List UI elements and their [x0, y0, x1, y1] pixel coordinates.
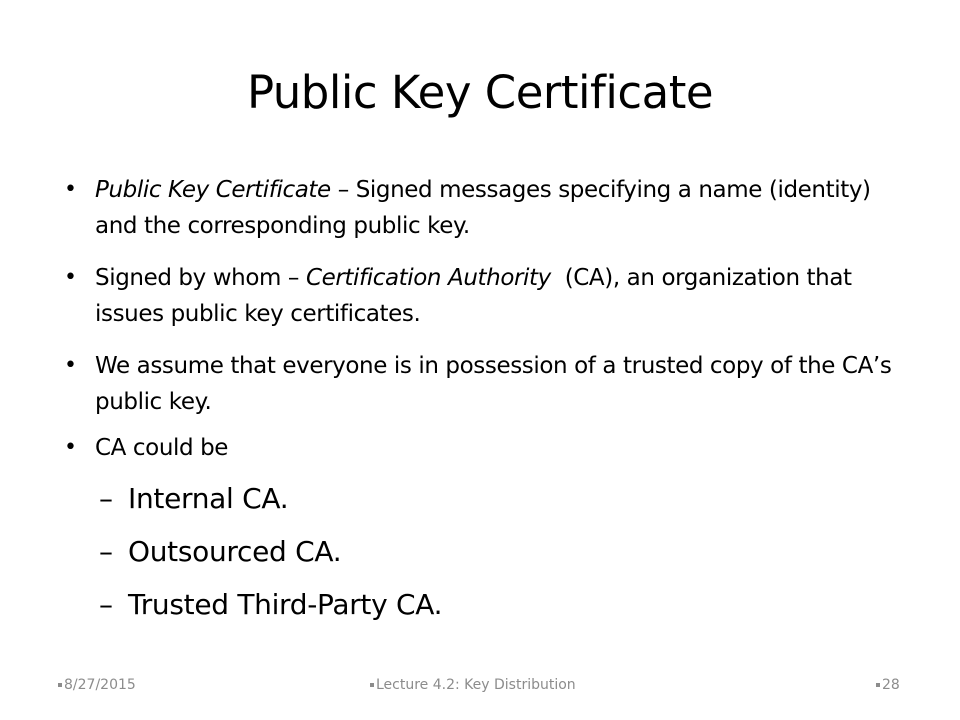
footer-date-text: 8/27/2015	[64, 677, 136, 693]
sub-bullet-text: Internal CA.	[128, 482, 289, 515]
bullet-dot: •	[64, 435, 77, 460]
footer-square-icon	[876, 683, 880, 687]
bullet-text-after: (CA), an organization that issues public key certificates.	[95, 265, 859, 327]
sub-bullet-text: Trusted Third-Party CA.	[128, 588, 443, 621]
sub-bullet-text: Outsourced CA.	[128, 535, 342, 568]
bullet-text: We assume that everyone is in possession of a trusted copy of the CA’s public key.	[95, 353, 892, 415]
footer-page-number	[876, 676, 900, 694]
bullet-dot: •	[64, 353, 77, 378]
sub-bullet-internal-ca	[99, 479, 289, 519]
bullet-italic-term: Public Key Certificate	[95, 177, 331, 203]
sub-bullet-third-party-ca	[99, 585, 443, 625]
footer-lecture	[370, 676, 576, 694]
sub-bullet-dash: –	[99, 482, 113, 515]
slide-title: Public Key Certificate	[246, 66, 714, 119]
bullet-item-2	[64, 260, 905, 332]
footer-date	[58, 676, 136, 694]
sub-bullet-dash: –	[99, 535, 113, 568]
bullet-text: – Signed messages specifying a name (identity) and the corresponding public key.	[95, 177, 871, 239]
footer-square-icon	[58, 683, 62, 687]
bullet-text: CA could be	[95, 435, 229, 461]
footer-square-icon	[370, 683, 374, 687]
bullet-item-3	[64, 348, 905, 420]
bullet-text-before: Signed by whom –	[95, 265, 306, 291]
footer-page-number-text: 28	[882, 677, 900, 693]
bullet-item-4	[64, 430, 905, 466]
bullet-dot: •	[64, 265, 77, 290]
bullet-italic-term: Certification Authority	[305, 265, 551, 291]
sub-bullet-outsourced-ca	[99, 532, 342, 572]
sub-bullet-dash: –	[99, 588, 113, 621]
bullet-item-1	[64, 172, 905, 244]
bullet-dot: •	[64, 177, 77, 202]
footer-lecture-text: Lecture 4.2: Key Distribution	[376, 677, 576, 693]
